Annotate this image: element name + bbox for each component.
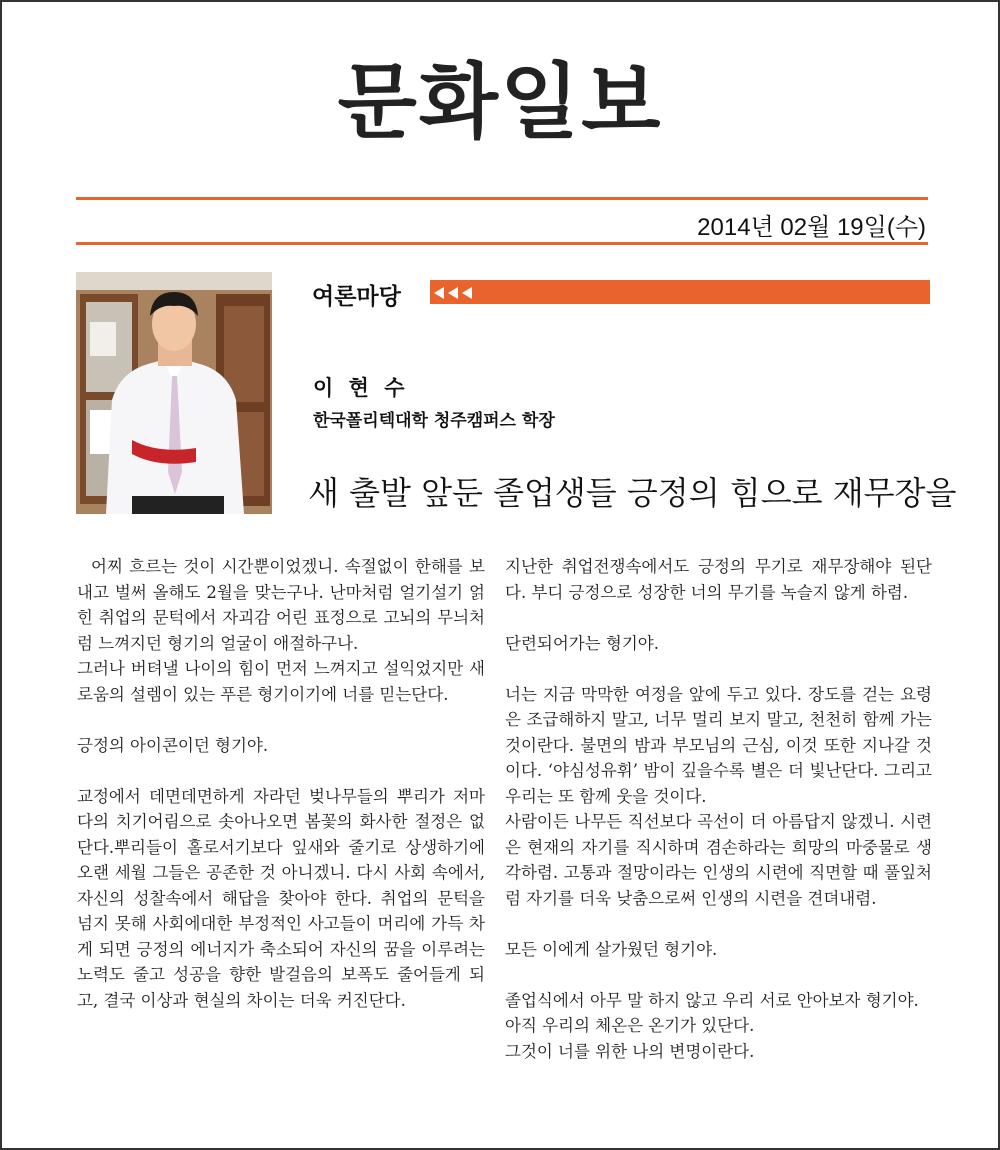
- author-name: 이 현 수: [313, 376, 409, 400]
- author-photo: [76, 272, 272, 514]
- paragraph-spacer: [505, 911, 932, 937]
- paragraph-spacer: [505, 656, 932, 682]
- article-headline: 새 출발 앞둔 졸업생들 긍정의 힘으로 재무장을: [308, 474, 957, 512]
- newspaper-masthead: 문화일보: [337, 55, 663, 150]
- paragraph-spacer: [505, 605, 932, 631]
- paragraph-spacer: [77, 758, 485, 784]
- section-label: 여론마당: [312, 284, 401, 310]
- article-paragraph: 모든 이에게 살가웠던 형기야.: [505, 939, 718, 959]
- article-body-left-column: [77, 554, 485, 1013]
- header-rule-top: [76, 197, 928, 200]
- article-paragraph: 단련되어가는 형기야.: [505, 633, 659, 653]
- article-paragraph: 어찌 흐르는 것이 시간뿐이었겠니. 속절없이 한해를 보내고 벌써 올해도 2월을 맞는구나. 난마처럼 얼기설기 얽힌 취업의 문턱에서 자괴감 어린 표정으로 고뇌의 무늬처럼 느껴지던 형기의 얼굴이 애절하구나.: [77, 557, 485, 653]
- article-paragraph: 아직 우리의 체온은 온기가 있단다.: [505, 1016, 755, 1035]
- article-paragraph: 너는 지금 막막한 여정을 앞에 두고 있다. 장도를 걷는 요령은 조급해하지 말고, 너무 멀리 보지 말고, 천천히 함께 가는 것이란다. 불면의 밤과 부모님의 근심, 이것 또한 지나갈 것이다. ‘야심성유휘’ 밤이 깊을수록 별은 더 빛난단다. 그리고 우리는 또 함께 웃을 것이다.: [505, 684, 932, 806]
- article-paragraph: 그것이 너를 위한 나의 변명이란다.: [505, 1041, 755, 1061]
- article-paragraph: 교정에서 데면데면하게 자라던 벚나무들의 뿌리가 저마다의 치기어림으로 솟아나오면 봄꽃의 화사한 절정은 없단다.뿌리들이 홀로서기보다 잎새와 줄기로 상생하기에 오랜 세월 그들은 공존한 것 아니겠니. 다시 사회 속에서, 자신의 성찰속에서 해답을 찾아야 한다. 취업의 문턱을 넘지 못해 사회에대한 부정적인 사고들이 머리에 가득 차게 되면 긍정의 에너지가 축소되어 자신의 꿈을 이루려는 노력도 줄고 성공을 향한 발걸음의 보폭도 줄어들게 되고, 결국 이상과 현실의 차이는 더욱 커진단다.: [77, 786, 485, 1010]
- publication-date: 2014년 02월 19일(수): [697, 214, 926, 241]
- article-paragraph: 그러나 버텨낼 나이의 힘이 먼저 느껴지고 설익었지만 새로움의 설렘이 있는 푸른 형기이기에 너를 믿는단다.: [77, 659, 485, 704]
- article-paragraph: 긍정의 아이콘이던 형기야.: [77, 735, 269, 755]
- author-title: 한국폴리텍대학 청주캠퍼스 학장: [313, 411, 555, 431]
- paragraph-spacer: [77, 707, 485, 733]
- article-paragraph: 졸업식에서 아무 말 하지 않고 우리 서로 안아보자 형기야.: [505, 990, 919, 1010]
- triple-left-arrow-icon: [432, 284, 482, 302]
- paragraph-spacer: [505, 962, 932, 988]
- article-body-right-column: [505, 554, 932, 1064]
- article-paragraph: 사람이든 나무든 직선보다 곡선이 더 아름답지 않겠니. 시련은 현재의 자기를 직시하며 겸손하라는 희망의 마중물로 생각하렴. 고통과 절망이라는 인생의 시련에 직면할 때 풀잎처럼 자기를 더욱 낮춤으로써 인생의 시련을 견뎌내렴.: [505, 812, 932, 908]
- header-rule-bottom: [76, 242, 928, 245]
- article-paragraph: 지난한 취업전쟁속에서도 긍정의 무기로 재무장해야 된단다. 부디 긍정으로 성장한 너의 무기를 녹슬지 않게 하렴.: [505, 557, 932, 602]
- section-banner-bar: [430, 280, 930, 304]
